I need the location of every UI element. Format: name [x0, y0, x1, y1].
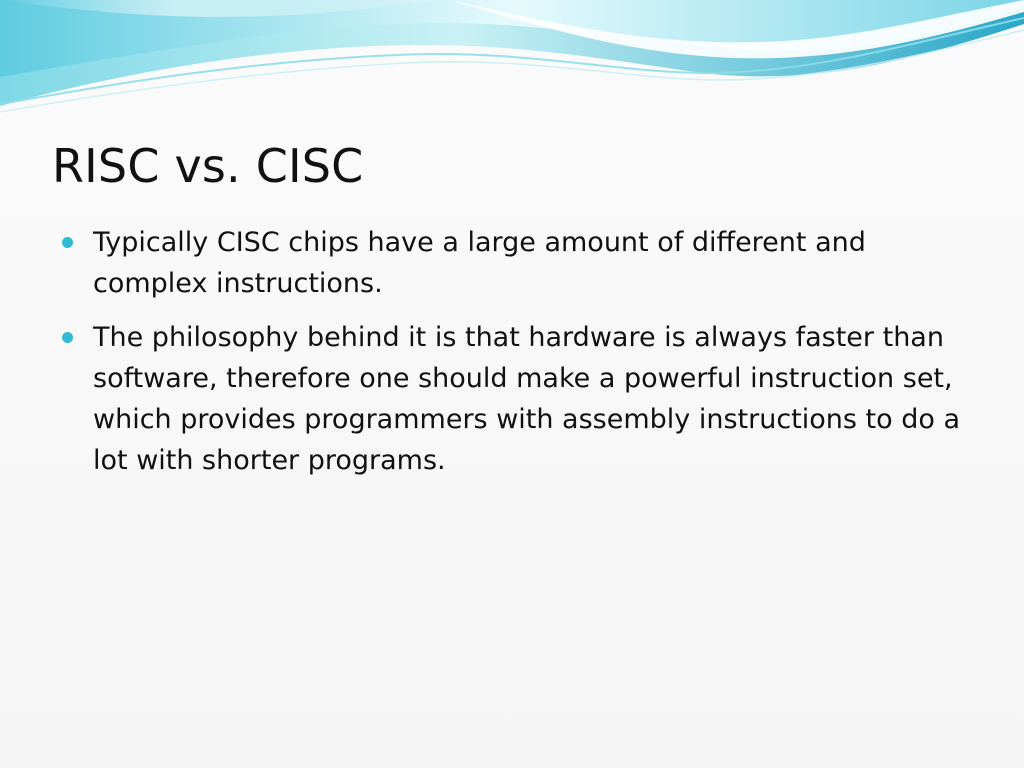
bullet-item [62, 222, 962, 304]
bullet-item [62, 317, 962, 481]
decorative-wave-header [0, 0, 1024, 130]
bullet-dot-icon [62, 332, 73, 343]
bullet-text: Typically CISC chips have a large amount of different and complex instructions. [93, 227, 866, 299]
bullet-text: The philosophy behind it is that hardware is always faster than software, therefore one should make a powerful instruction set, which provides programmers with assembly instructions to do a lot with shorter programs. [93, 322, 961, 476]
bullet-list [62, 222, 962, 494]
slide-title: RISC vs. CISC [52, 139, 364, 193]
bullet-dot-icon [62, 237, 73, 248]
